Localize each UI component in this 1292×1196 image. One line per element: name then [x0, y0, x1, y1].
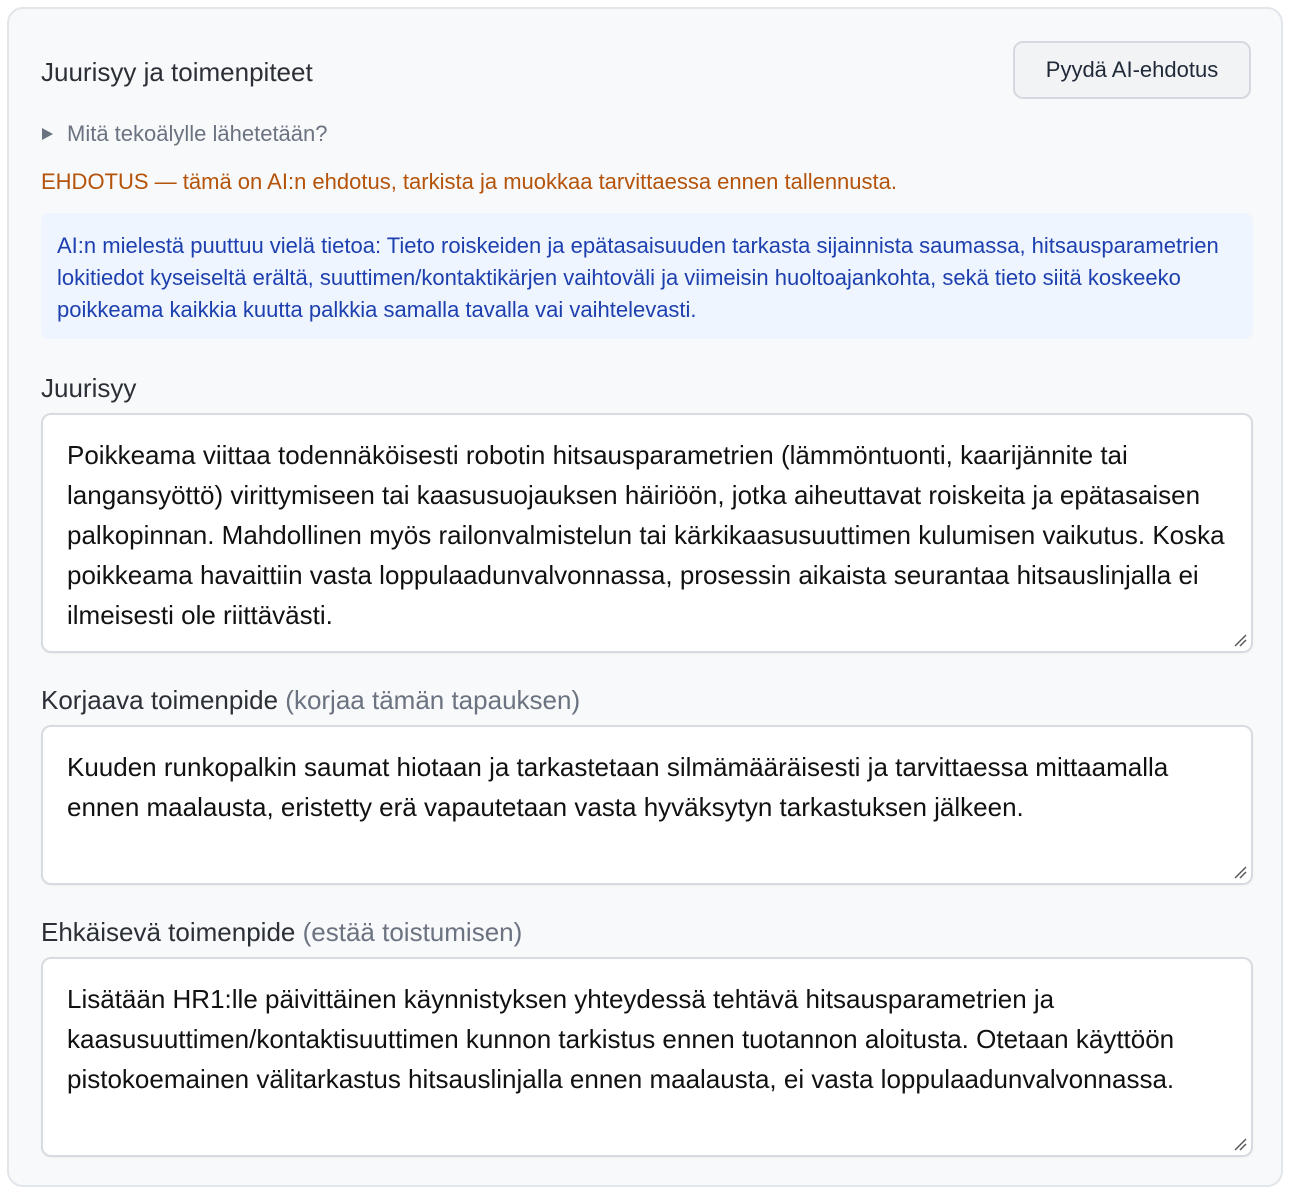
corrective-action-label: [41, 683, 580, 717]
preventive-action-hint: (estää toistumisen): [302, 917, 523, 947]
resize-handle-icon[interactable]: [1233, 865, 1247, 879]
preventive-action-label: [41, 915, 522, 949]
root-cause-card: [7, 7, 1283, 1187]
corrective-action-label-text: Korjaava toimenpide: [41, 685, 279, 715]
corrective-action-hint: (korjaa tämän tapauksen): [285, 685, 581, 715]
corrective-action-textarea[interactable]: [41, 725, 1253, 885]
disclosure-triangle-icon: [42, 128, 53, 140]
root-cause-textarea[interactable]: [41, 413, 1253, 653]
preventive-action-text: Lisätään HR1:lle päivittäinen käynnistyksen yhteydessä tehtävä hitsausparametrien ja kaasusuuttimen/kontaktisuuttimen kunnon tarkistus ennen tuotannon aloitusta. Otetaan käyttöön pistokoemainen välitarkastus hitsauslinjalla ennen maalausta, ei vasta loppulaadunvalvonnassa.: [67, 984, 1175, 1094]
corrective-action-text: Kuuden runkopalkin saumat hiotaan ja tarkastetaan silmämääräisesti ja tarvittaessa mittaamalla ennen maalausta, eristetty erä vapautetaan vasta hyväksytyn tarkastuksen jälkeen.: [67, 752, 1169, 822]
root-cause-label-text: Juurisyy: [41, 373, 137, 403]
missing-info-notice: AI:n mielestä puuttuu vielä tietoa: Tieto roiskeiden ja epätasaisuuden tarkasta sijainnista saumassa, hitsausparametrien lokitiedot kyseiseltä erältä, suuttimen/kontaktikärjen vaihtoväli ja viimeisin huoltoajankohta, sekä tieto siitä koskeeko poikkeama kaikkia kuutta palkkia samalla tavalla vai vaihtelevasti.: [41, 213, 1253, 339]
preventive-action-label-text: Ehkäisevä toimenpide: [41, 917, 296, 947]
ai-payload-details-toggle[interactable]: [41, 119, 328, 149]
ai-suggestion-warning: EHDOTUS — tämä on AI:n ehdotus, tarkista ja muokkaa tarvittaessa ennen tallennusta.: [41, 169, 897, 194]
request-ai-suggestion-button[interactable]: Pyydä AI-ehdotus: [1013, 41, 1251, 99]
root-cause-label: [41, 371, 136, 405]
section-title: Juurisyy ja toimenpiteet: [41, 57, 313, 87]
resize-handle-icon[interactable]: [1233, 1137, 1247, 1151]
root-cause-text: Poikkeama viittaa todennäköisesti robotin hitsausparametrien (lämmöntuonti, kaarijännite tai langansyöttö) virittymiseen tai kaasusuojauksen häiriöön, jotka aiheuttavat roiskeita ja epätasaisen palkopinnan. Mahdollinen myös railonvalmistelun tai kärkikaasusuuttimen kulumisen vaikutus. Koska poikkeama havaittiin vasta loppulaadunvalvonnassa, prosessin aikaista seurantaa hitsauslinjalla ei ilmeisesti ole riittävästi.: [67, 440, 1225, 630]
details-summary-label: Mitä tekoälylle lähetetään?: [67, 121, 328, 146]
preventive-action-textarea[interactable]: [41, 957, 1253, 1157]
resize-handle-icon[interactable]: [1233, 633, 1247, 647]
